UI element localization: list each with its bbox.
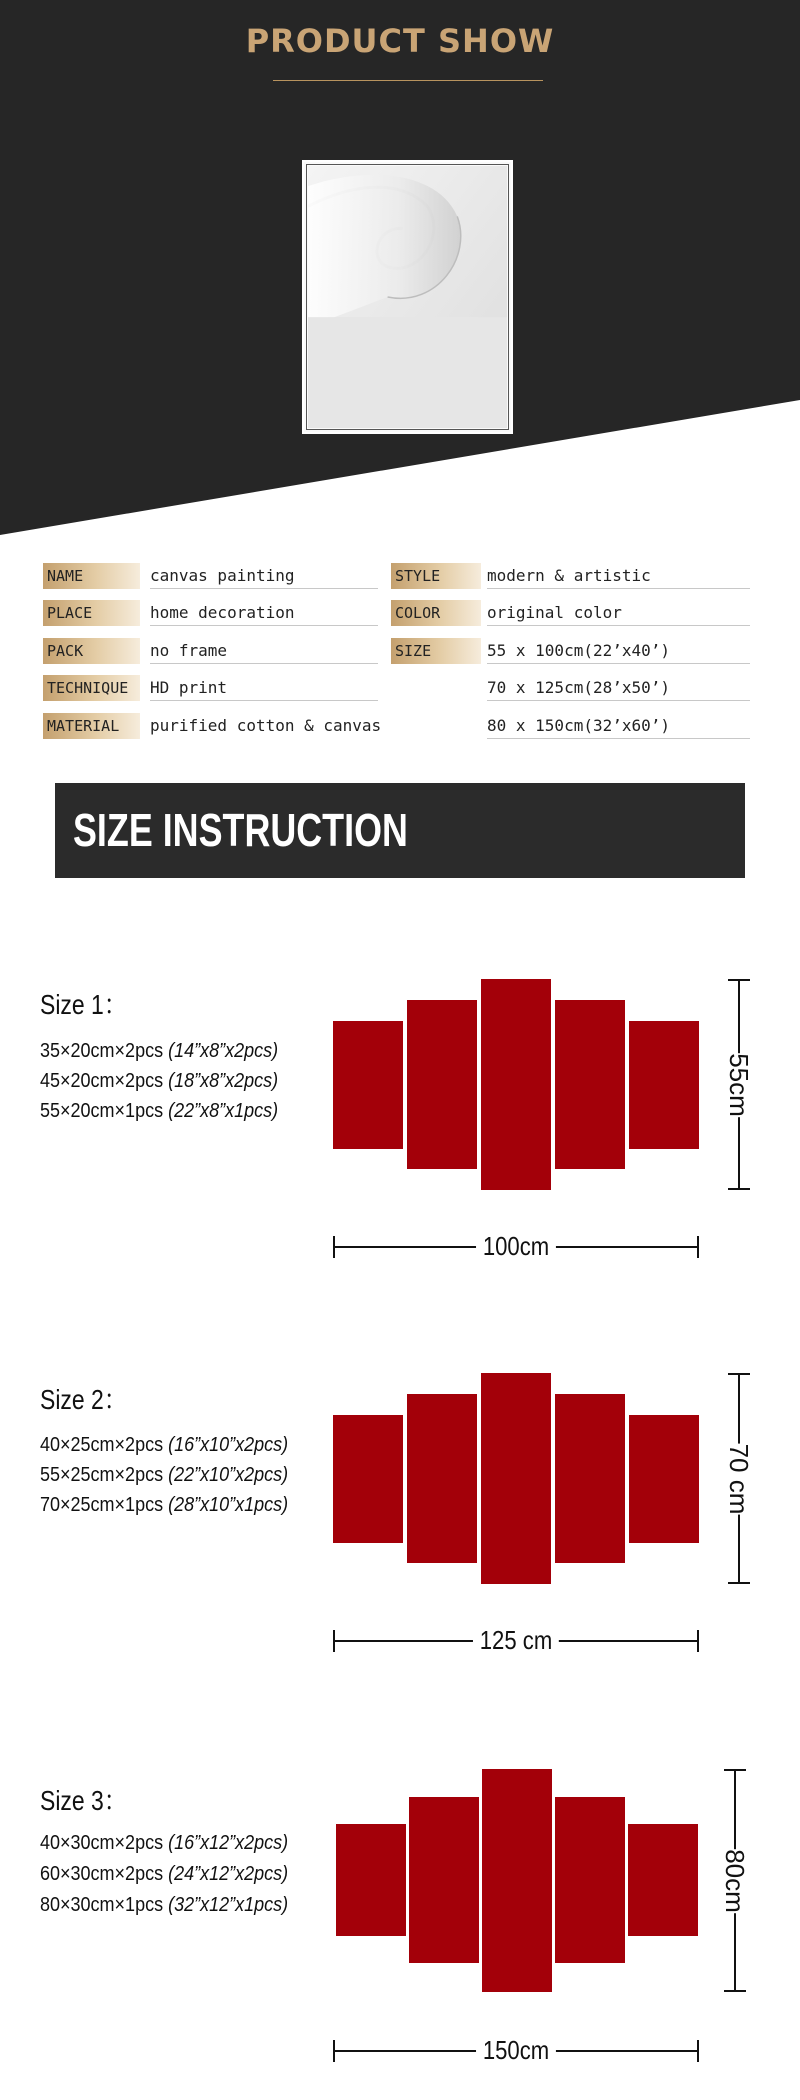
size-line: [40, 1434, 288, 1457]
canvas-panel: [407, 1000, 477, 1169]
height-dimension-label: 80cm: [714, 1849, 756, 1913]
size-label: Size 1：: [40, 989, 127, 1020]
size-line: [40, 1863, 288, 1886]
canvas-panel: [333, 1415, 403, 1543]
height-dimension-line: [724, 979, 754, 1190]
canvas-roll-illustration: [308, 166, 507, 428]
spec-value-pack: no frame: [150, 638, 378, 664]
metric-size: 60×30cm×2pcs: [40, 1863, 164, 1885]
size-line: [40, 1100, 278, 1123]
metric-size: 70×25cm×1pcs: [40, 1494, 164, 1516]
canvas-panel: [629, 1415, 699, 1543]
spec-value-style: modern & artistic: [487, 563, 750, 589]
width-dimension-line: [333, 1231, 699, 1261]
width-dimension-label: 100cm: [476, 1231, 556, 1261]
spec-value-size-3: 80 x 150cm(32’x60’): [487, 713, 750, 739]
spec-label-place: PLACE: [43, 600, 140, 626]
size-instruction-title: SIZE INSTRUCTION: [73, 804, 408, 856]
spec-label-style: STYLE: [391, 563, 481, 589]
canvas-panel: [481, 1373, 551, 1584]
size-line: [40, 1494, 288, 1517]
spec-label-material: MATERIAL: [43, 713, 140, 739]
canvas-panel: [555, 1797, 625, 1963]
spec-value-place: home decoration: [150, 600, 378, 626]
spec-value-size-2: 70 x 125cm(28’x50’): [487, 675, 750, 701]
metric-size: 55×20cm×1pcs: [40, 1100, 164, 1122]
section-title: PRODUCT SHOW: [245, 22, 555, 60]
height-dimension-line: [724, 1373, 754, 1584]
size-line: [40, 1040, 278, 1063]
spec-value-size-1: 55 x 100cm(22’x40’): [487, 638, 750, 664]
width-dimension-label: 125 cm: [473, 1625, 559, 1655]
imperial-size: (28”x10”x1pcs): [168, 1494, 289, 1516]
metric-size: 55×25cm×2pcs: [40, 1464, 164, 1486]
metric-size: 80×30cm×1pcs: [40, 1894, 164, 1916]
width-dimension-line: [333, 2035, 699, 2065]
title-divider: [273, 80, 543, 81]
canvas-panel: [628, 1824, 698, 1936]
size-line: [40, 1832, 288, 1855]
size-label: Size 3：: [40, 1785, 127, 1816]
size-instruction-banner: [55, 783, 745, 878]
size-line: [40, 1464, 288, 1487]
width-dimension-label: 150cm: [476, 2035, 556, 2065]
canvas-panel: [481, 979, 551, 1190]
spec-value-material: purified cotton & canvas: [150, 716, 382, 735]
imperial-size: (14”x8”x2pcs): [168, 1040, 279, 1062]
canvas-panel: [409, 1797, 479, 1963]
spec-label-pack: PACK: [43, 638, 140, 664]
imperial-size: (22”x10”x2pcs): [168, 1464, 289, 1486]
imperial-size: (16”x10”x2pcs): [168, 1434, 289, 1456]
canvas-panel: [555, 1394, 625, 1563]
canvas-panel: [333, 1021, 403, 1149]
height-dimension-label: 55cm: [718, 1053, 760, 1117]
spec-label-color: COLOR: [391, 600, 481, 626]
imperial-size: (18”x8”x2pcs): [168, 1070, 279, 1092]
spec-value-color: original color: [487, 600, 750, 626]
imperial-size: (24”x12”x2pcs): [168, 1863, 289, 1885]
height-dimension-line: [720, 1769, 750, 1992]
size-line: [40, 1070, 278, 1093]
metric-size: 45×20cm×2pcs: [40, 1070, 164, 1092]
metric-size: 40×25cm×2pcs: [40, 1434, 164, 1456]
spec-value-name: canvas painting: [150, 563, 378, 589]
canvas-panel: [482, 1769, 552, 1992]
spec-label-name: NAME: [43, 563, 140, 589]
height-dimension-label: 70 cm: [718, 1443, 760, 1514]
imperial-size: (32”x12”x1pcs): [168, 1894, 289, 1916]
size-label: Size 2：: [40, 1384, 127, 1415]
imperial-size: (16”x12”x2pcs): [168, 1832, 289, 1854]
size-line: [40, 1894, 288, 1917]
canvas-panel: [336, 1824, 406, 1936]
product-image: [302, 160, 513, 434]
metric-size: 35×20cm×2pcs: [40, 1040, 164, 1062]
metric-size: 40×30cm×2pcs: [40, 1832, 164, 1854]
spec-label-size: SIZE: [391, 638, 481, 664]
width-dimension-line: [333, 1625, 699, 1655]
canvas-panel: [407, 1394, 477, 1563]
imperial-size: (22”x8”x1pcs): [168, 1100, 279, 1122]
canvas-panel: [629, 1021, 699, 1149]
spec-value-technique: HD print: [150, 675, 378, 701]
canvas-panel: [555, 1000, 625, 1169]
spec-label-technique: TECHNIQUE: [43, 675, 140, 701]
